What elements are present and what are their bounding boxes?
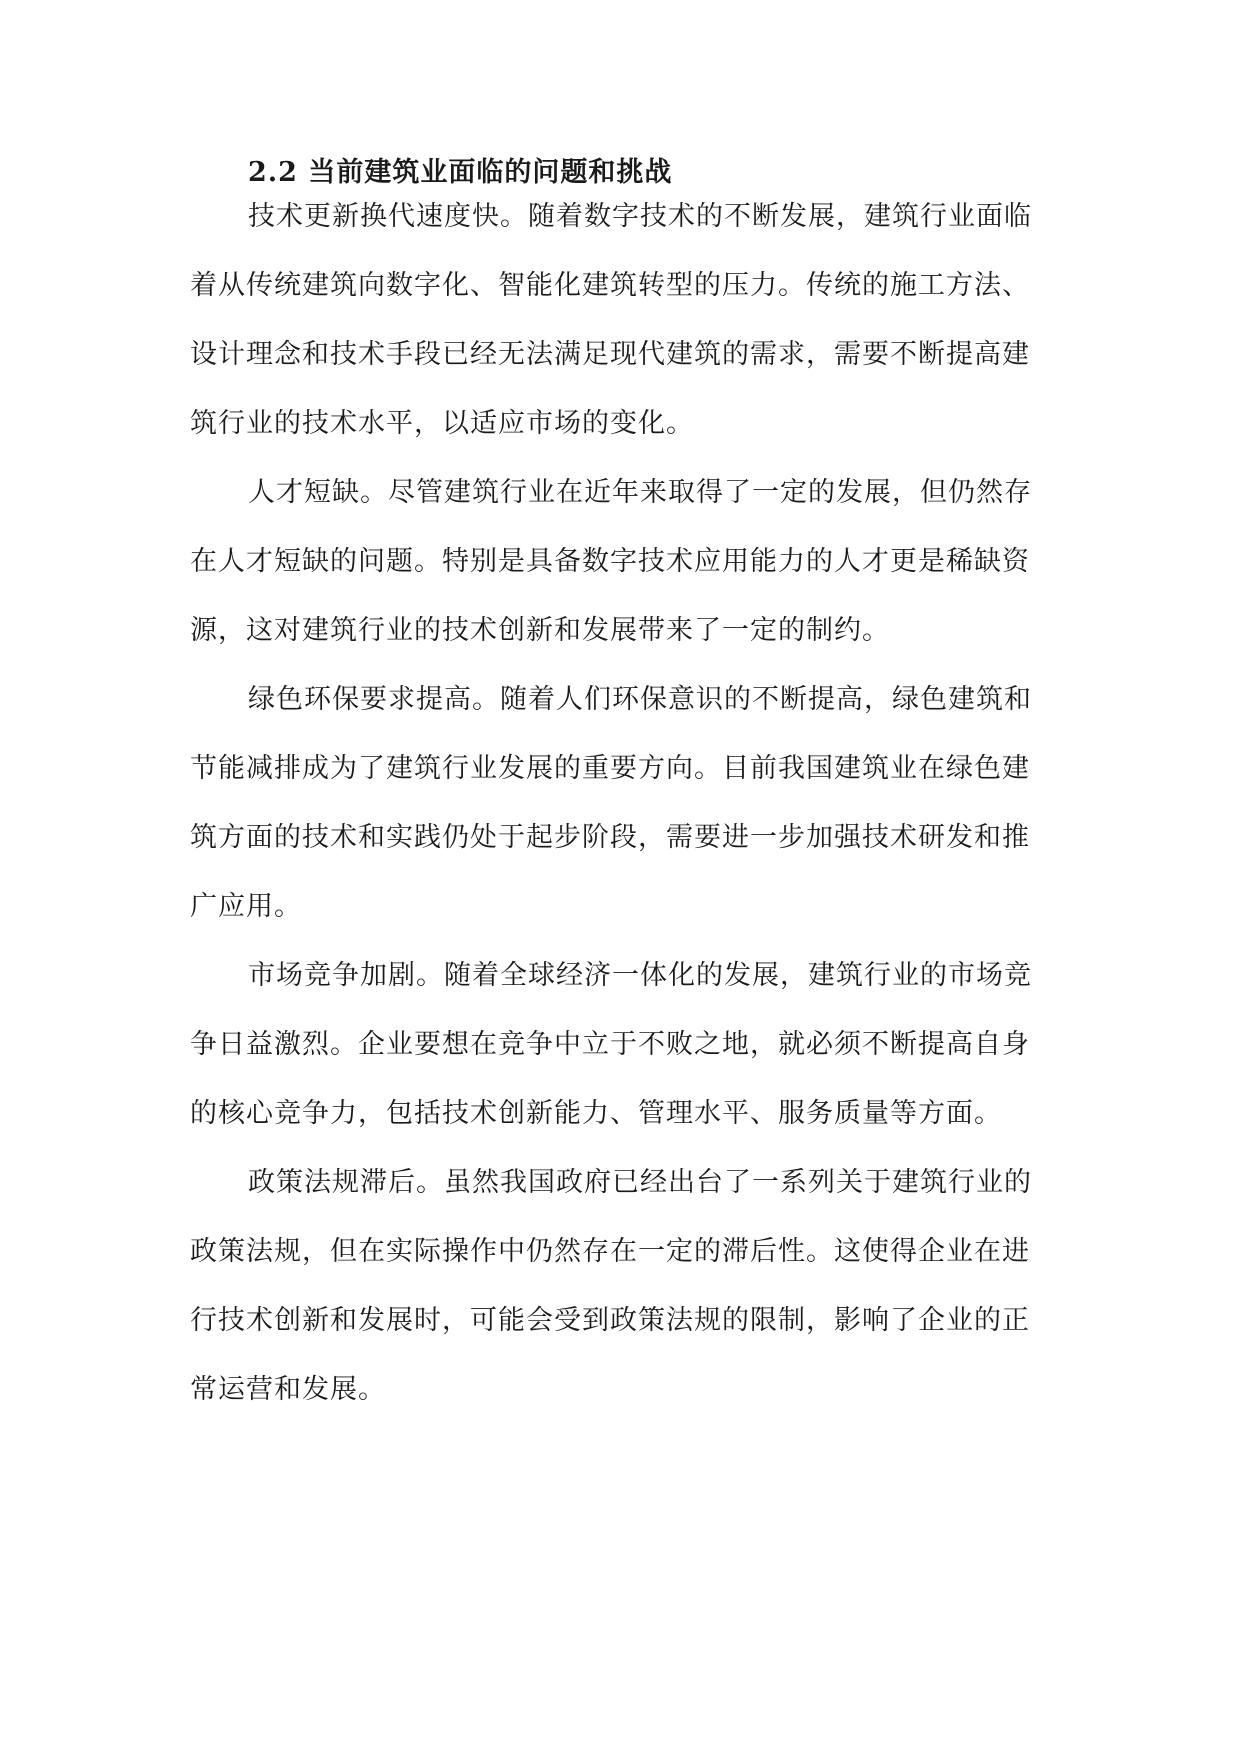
paragraph-line: 市场竞争加剧。随着全球经济一体化的发展，建筑行业的市场竞 [248,960,1032,991]
paragraph-line: 设计理念和技术手段已经无法满足现代建筑的需求，需要不断提高建 [190,339,1030,370]
paragraph-line: 绿色环保要求提高。随着人们环保意识的不断提高，绿色建筑和 [248,684,1032,715]
paragraph-line: 争日益激烈。企业要想在竞争中立于不败之地，就必须不断提高自身 [190,1029,1030,1060]
paragraph-line: 源，这对建筑行业的技术创新和发展带来了一定的制约。 [190,615,890,646]
paragraph-line: 技术更新换代速度快。随着数字技术的不断发展，建筑行业面临 [248,201,1032,232]
paragraph-line: 节能减排成为了建筑行业发展的重要方向。目前我国建筑业在绿色建 [190,753,1030,784]
paragraph-line: 常运营和发展。 [190,1374,386,1405]
paragraph-line: 政策法规，但在实际操作中仍然存在一定的滞后性。这使得企业在进 [190,1236,1030,1267]
paragraph-line: 广应用。 [190,891,302,922]
paragraph-line: 行技术创新和发展时，可能会受到政策法规的限制，影响了企业的正 [190,1305,1030,1336]
paragraph-line: 筑方面的技术和实践仍处于起步阶段，需要进一步加强技术研发和推 [190,822,1030,853]
paragraph-line: 筑行业的技术水平，以适应市场的变化。 [190,408,694,439]
paragraph-line: 人才短缺。尽管建筑行业在近年来取得了一定的发展，但仍然存 [248,477,1032,508]
paragraph-line: 的核心竞争力，包括技术创新能力、管理水平、服务质量等方面。 [190,1098,1002,1129]
paragraph-line: 在人才短缺的问题。特别是具备数字技术应用能力的人才更是稀缺资 [190,546,1030,577]
section-heading: 2.2 当前建筑业面临的问题和挑战 [248,157,673,188]
paragraph-line: 着从传统建筑向数字化、智能化建筑转型的压力。传统的施工方法、 [190,270,1030,301]
paragraph-line: 政策法规滞后。虽然我国政府已经出台了一系列关于建筑行业的 [248,1167,1032,1198]
